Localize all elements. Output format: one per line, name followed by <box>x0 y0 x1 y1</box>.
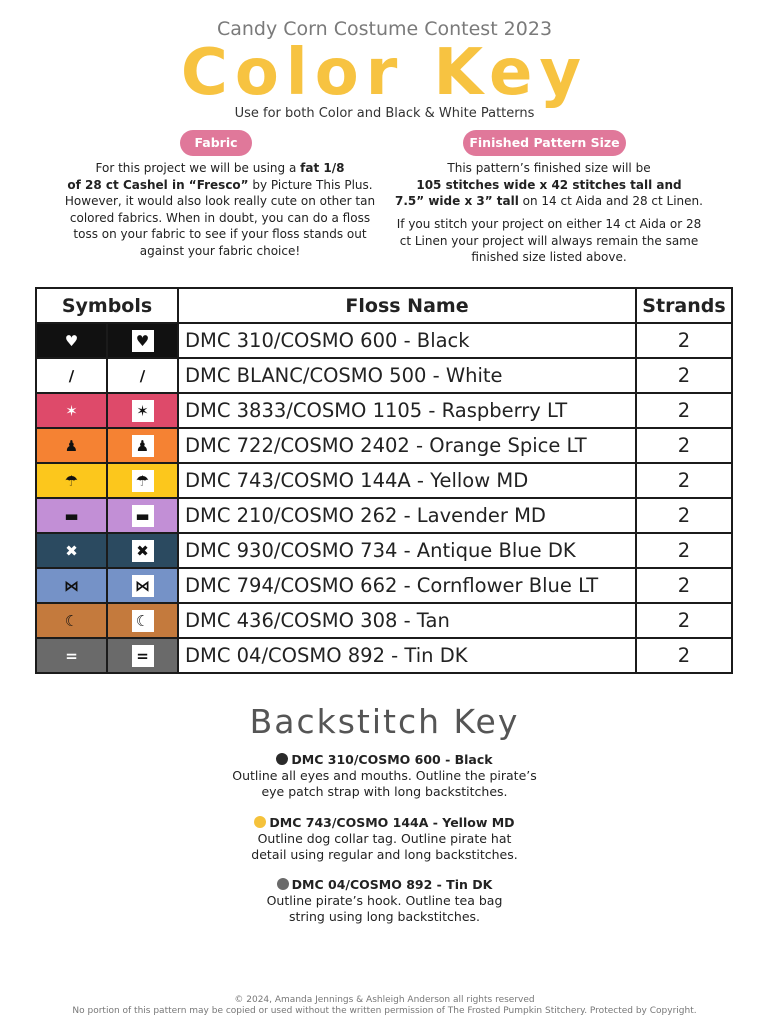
bw-symbol-cell <box>107 638 178 673</box>
bw-symbol-cell <box>107 358 178 393</box>
strand-count: 2 <box>636 393 732 428</box>
finished-size-description: This pattern’s finished size will be 105 stitches wide x 42 stitches tall and 7.5” wide x 3” tall on 14 ct Aida and 28 ct Linen. <box>395 161 703 208</box>
strand-count: 2 <box>636 498 732 533</box>
bw-symbol-cell <box>107 428 178 463</box>
bw-symbol-cell <box>107 568 178 603</box>
symbol-icon: ⋈ <box>64 576 79 595</box>
symbol-icon: ✶ <box>65 401 78 420</box>
header-strands: Strands <box>636 288 732 323</box>
strand-count: 2 <box>636 323 732 358</box>
strand-count: 2 <box>636 428 732 463</box>
header-floss-name: Floss Name <box>178 288 636 323</box>
color-symbol-cell <box>36 358 107 393</box>
bw-symbol-cell <box>107 323 178 358</box>
strand-count: 2 <box>636 358 732 393</box>
pattern-note: Use for both Color and Black & White Patterns <box>234 106 535 121</box>
fabric-badge: Fabric <box>180 130 252 156</box>
color-symbol-cell <box>36 428 107 463</box>
table-row <box>36 358 732 393</box>
floss-name: DMC 743/COSMO 144A - Yellow MD <box>178 463 636 498</box>
bw-symbol-cell <box>107 533 178 568</box>
table-header-row <box>36 288 732 323</box>
symbol-icon: = <box>132 645 154 667</box>
symbol-icon: ♥ <box>132 330 154 352</box>
strand-count: 2 <box>636 638 732 673</box>
symbol-icon: ∕ <box>132 365 154 387</box>
color-dot-icon <box>277 878 289 890</box>
symbol-icon: ☂ <box>64 471 79 490</box>
symbol-icon: ☾ <box>132 610 154 632</box>
floss-name: DMC 436/COSMO 308 - Tan <box>178 603 636 638</box>
contest-subtitle: Candy Corn Costume Contest 2023 <box>216 18 553 40</box>
symbol-icon: ☂ <box>132 470 154 492</box>
table-row <box>36 463 732 498</box>
header-symbols: Symbols <box>36 288 178 323</box>
finished-size-note: If you stitch your project on either 14 ct Aida or 28 ct Linen your project will always remain the same finished size listed above. <box>396 217 702 264</box>
backstitch-item: DMC 743/COSMO 144A - Yellow MD Outline dog collar tag. Outline pirate hat detail using regular and long backstitches. <box>251 815 518 862</box>
symbol-icon: ✖ <box>65 541 78 560</box>
color-key-table <box>35 287 733 674</box>
symbol-icon: ♥ <box>64 331 79 350</box>
table-row <box>36 323 732 358</box>
floss-name: DMC BLANC/COSMO 500 - White <box>178 358 636 393</box>
color-symbol-cell <box>36 463 107 498</box>
color-symbol-cell <box>36 603 107 638</box>
strand-count: 2 <box>636 568 732 603</box>
table-row <box>36 393 732 428</box>
copyright-footer: © 2024, Amanda Jennings & Ashleigh Anderson all rights reserved No portion of this pattern may be copied or used without the written permission of The Frosted Pumpkin Stitchery. Protected by Copyright. <box>72 995 697 1016</box>
strand-count: 2 <box>636 463 732 498</box>
color-symbol-cell <box>36 568 107 603</box>
backstitch-title: Backstitch Key <box>249 702 520 741</box>
symbol-icon: ♟ <box>132 435 154 457</box>
table-row <box>36 603 732 638</box>
symbol-icon: ∕ <box>68 366 75 385</box>
symbol-icon: ⋈ <box>132 575 154 597</box>
bw-symbol-cell <box>107 393 178 428</box>
color-symbol-cell <box>36 638 107 673</box>
floss-name: DMC 794/COSMO 662 - Cornflower Blue LT <box>178 568 636 603</box>
backstitch-item: DMC 310/COSMO 600 - Black Outline all eyes and mouths. Outline the pirate’s eye patch strap with long backstitches. <box>232 752 537 799</box>
color-symbol-cell <box>36 498 107 533</box>
bw-symbol-cell <box>107 463 178 498</box>
floss-name: DMC 930/COSMO 734 - Antique Blue DK <box>178 533 636 568</box>
color-symbol-cell <box>36 533 107 568</box>
symbol-icon: ✶ <box>132 400 154 422</box>
floss-name: DMC 210/COSMO 262 - Lavender MD <box>178 498 636 533</box>
floss-name: DMC 3833/COSMO 1105 - Raspberry LT <box>178 393 636 428</box>
color-dot-icon <box>254 816 266 828</box>
color-symbol-cell <box>36 323 107 358</box>
floss-name: DMC 722/COSMO 2402 - Orange Spice LT <box>178 428 636 463</box>
strand-count: 2 <box>636 603 732 638</box>
strand-count: 2 <box>636 533 732 568</box>
finished-size-badge: Finished Pattern Size <box>463 130 626 156</box>
symbol-icon: ▬ <box>64 506 79 525</box>
symbol-icon: ✖ <box>132 540 154 562</box>
table-row <box>36 533 732 568</box>
symbol-icon: ▬ <box>132 505 154 527</box>
table-row <box>36 498 732 533</box>
bw-symbol-cell <box>107 498 178 533</box>
symbol-icon: = <box>65 646 78 665</box>
color-symbol-cell <box>36 393 107 428</box>
backstitch-item: DMC 04/COSMO 892 - Tin DK Outline pirate’s hook. Outline tea bag string using long backstitches. <box>266 877 503 924</box>
floss-name: DMC 310/COSMO 600 - Black <box>178 323 636 358</box>
symbol-icon: ☾ <box>64 611 79 630</box>
color-dot-icon <box>276 753 288 765</box>
fabric-description: For this project we will be using a fat 1/8 of 28 ct Cashel in “Fresco” by Picture This Plus. However, it would also look really cute on other tan colored fabrics. When in doubt, you can do a floss toss on your fabric to see if your floss stands out against your fabric choice! <box>64 161 376 258</box>
symbol-icon: ♟ <box>64 436 79 455</box>
table-row <box>36 638 732 673</box>
page-title: Color Key <box>180 36 589 110</box>
table-row <box>36 568 732 603</box>
table-row <box>36 428 732 463</box>
bw-symbol-cell <box>107 603 178 638</box>
floss-name: DMC 04/COSMO 892 - Tin DK <box>178 638 636 673</box>
